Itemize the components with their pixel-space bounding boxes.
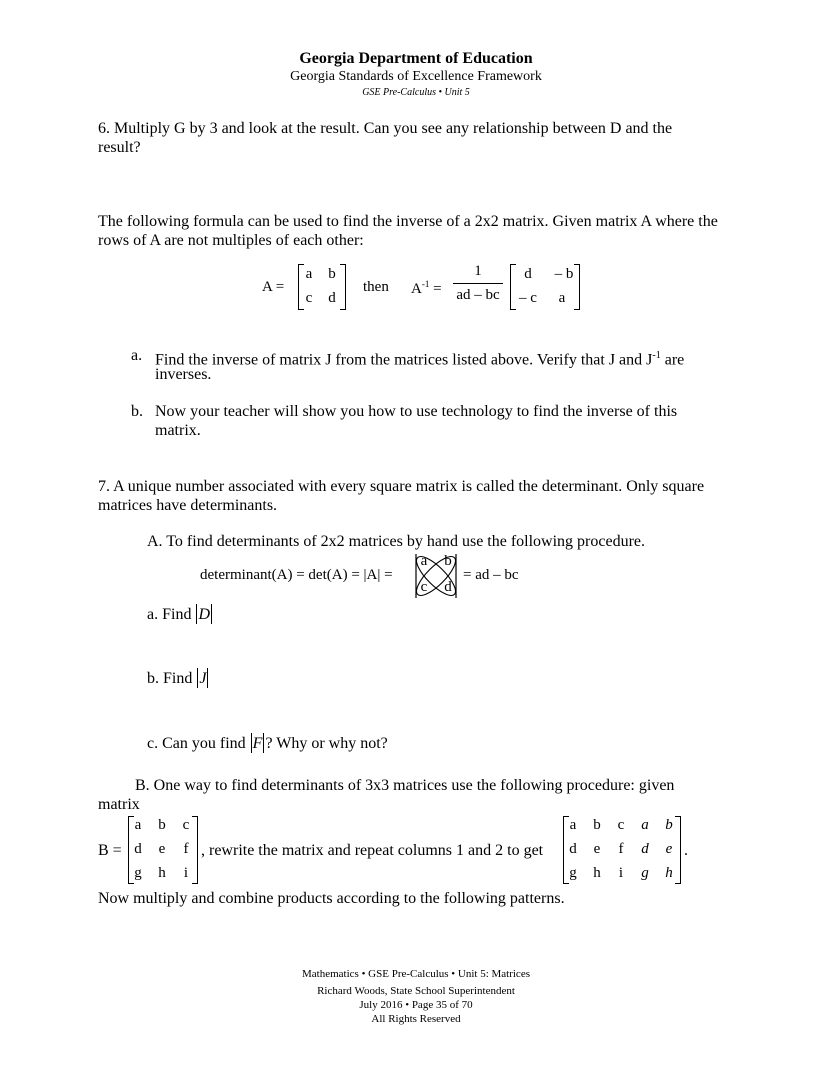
patterns-line: Now multiply and combine products according to the following patterns.	[98, 890, 565, 907]
det-left: determinant(A) = det(A) = |A| =	[200, 567, 393, 583]
matrix-inv-right-bracket	[574, 264, 580, 310]
matrix-a-right-bracket	[340, 264, 346, 310]
formula-numerator: 1	[474, 263, 482, 279]
part-b-label: b.	[131, 403, 143, 420]
matrix-ext-cell: e	[593, 841, 601, 857]
matrix-ext-cell: f	[618, 841, 624, 857]
matrix-b-cell: a	[134, 817, 142, 833]
matrix-ext-period: .	[684, 842, 688, 859]
matrix-b-cell: e	[158, 841, 166, 857]
q6-line2: result?	[98, 139, 141, 156]
fraction-bar	[453, 283, 503, 284]
q7-line2: matrices have determinants.	[98, 497, 278, 514]
matrix-ext-cell: c	[617, 817, 625, 833]
det-right: = ad – bc	[463, 567, 519, 583]
footer-line3: July 2016 • Page 35 of 70	[359, 999, 473, 1011]
formula-then: then	[363, 279, 389, 295]
det-cell: c	[420, 579, 428, 595]
matrix-b-eq: B =	[98, 842, 122, 859]
matrix-a-cell: d	[328, 290, 336, 306]
matrix-ext-cell: b	[665, 817, 673, 833]
q7-part-b-line1: B. One way to find determinants of 3x3 matrices use the following procedure: given	[135, 777, 675, 794]
matrix-b-cell: i	[183, 865, 189, 881]
matrix-ext-cell: d	[569, 841, 577, 857]
matrix-ext-cell: a	[641, 817, 649, 833]
matrix-ext-right-bracket	[675, 816, 681, 884]
matrix-b-cell: c	[182, 817, 190, 833]
matrix-b-rewrite-text: , rewrite the matrix and repeat columns 1 and 2 to get	[201, 842, 544, 859]
det-cell: a	[420, 553, 428, 569]
header-course: GSE Pre-Calculus • Unit 5	[362, 87, 470, 98]
matrix-ext-cell: h	[593, 865, 601, 881]
matrix-ext-cell: i	[618, 865, 624, 881]
det-cell: d	[444, 579, 452, 595]
matrix-b-cell: h	[158, 865, 166, 881]
matrix-a-cell: a	[305, 266, 313, 282]
part-b-line1: Now your teacher will show you how to use technology to find the inverse of this	[155, 403, 678, 420]
det-cross-diagram	[411, 552, 461, 600]
formula-a-inverse: $A^{-1}$ =	[411, 279, 442, 297]
part-b-line2: matrix.	[155, 422, 201, 439]
matrix-ext-cell: b	[593, 817, 601, 833]
inverse-intro-line2: rows of A are not multiples of each other:	[98, 232, 364, 249]
part-a-label: a.	[131, 347, 143, 364]
matrix-b-cell: b	[158, 817, 166, 833]
header-title: Georgia Department of Education	[299, 50, 533, 67]
matrix-ext-cell: h	[665, 865, 673, 881]
q7-find-j: b. Find J	[147, 670, 207, 687]
q7-part-b-line2: matrix	[98, 796, 140, 813]
footer-line2: Richard Woods, State School Superintendent	[317, 985, 515, 997]
matrix-a-cell: c	[305, 290, 313, 306]
footer-line1: Mathematics • GSE Pre-Calculus • Unit 5: Matrices	[302, 968, 530, 980]
footer-line4: All Rights Reserved	[371, 1013, 461, 1025]
matrix-inv-cell: – b	[554, 266, 574, 282]
inverse-intro-line1: The following formula can be used to find the inverse of a 2x2 matrix. Given matrix A where the	[98, 213, 718, 230]
header-subtitle: Georgia Standards of Excellence Framework	[290, 69, 542, 84]
matrix-inv-cell: a	[558, 290, 566, 306]
matrix-inv-cell: – c	[519, 290, 537, 306]
q7-line1: 7. A unique number associated with every square matrix is called the determinant. Only square	[98, 478, 705, 495]
q7-find-d: a. Find D	[147, 606, 211, 623]
matrix-inv-cell: d	[524, 266, 532, 282]
matrix-ext-cell: g	[641, 865, 649, 881]
matrix-ext-cell: d	[641, 841, 649, 857]
formula-a-eq: A =	[262, 279, 285, 295]
matrix-ext-cell: g	[569, 865, 577, 881]
part-a-line2: inverses.	[155, 366, 212, 383]
q7-part-a-intro: A. To find determinants of 2x2 matrices by hand use the following procedure.	[147, 533, 646, 550]
det-cell: b	[444, 553, 452, 569]
matrix-a-cell: b	[328, 266, 336, 282]
q6-line1: 6. Multiply G by 3 and look at the result. Can you see any relationship between D and the	[98, 120, 673, 137]
matrix-ext-cell: a	[569, 817, 577, 833]
q7-find-f: c. Can you find F ? Why or why not?	[147, 735, 388, 752]
formula-denominator: ad – bc	[456, 287, 500, 303]
matrix-ext-cell: e	[665, 841, 673, 857]
matrix-b-cell: g	[134, 865, 142, 881]
matrix-b-cell: d	[134, 841, 142, 857]
matrix-b-cell: f	[183, 841, 189, 857]
part-a-line1: Find the inverse of matrix J from the matrices listed above. Verify that J and $J^{-1}$ are	[155, 350, 685, 369]
matrix-b-right-bracket	[192, 816, 198, 884]
